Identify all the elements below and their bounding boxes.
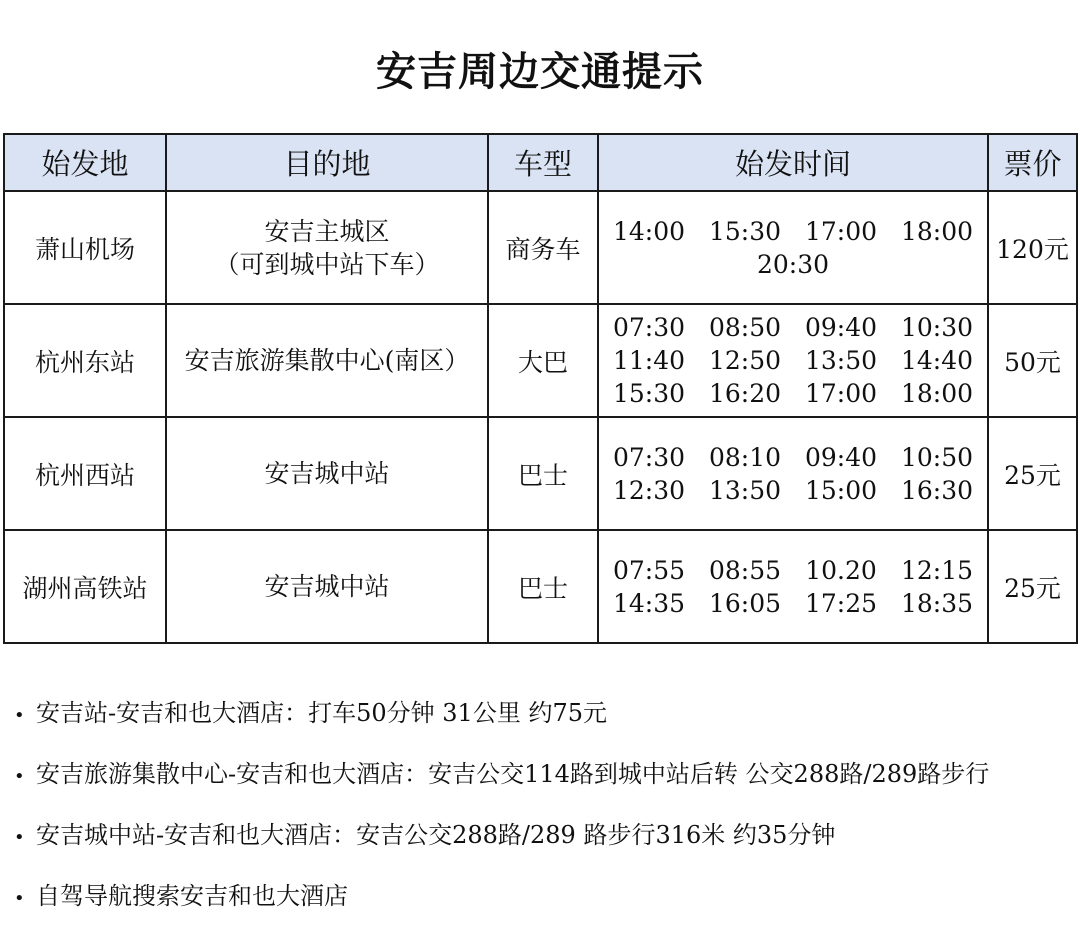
departure-time: 15:00 bbox=[804, 475, 878, 505]
vehicle-type-cell: 巴士 bbox=[488, 417, 598, 530]
departure-time: 10:50 bbox=[900, 442, 974, 472]
note-text: 自驾导航搜索安吉和也大酒店 bbox=[36, 882, 348, 910]
departure-time: 14:35 bbox=[612, 588, 686, 618]
departure-times-cell bbox=[598, 417, 988, 530]
departure-time: 08:10 bbox=[708, 442, 782, 472]
origin-cell: 杭州西站 bbox=[4, 417, 166, 530]
departure-time: 17:25 bbox=[804, 588, 878, 618]
bullet-icon: • bbox=[14, 888, 25, 909]
price-cell: 25元 bbox=[988, 530, 1077, 643]
price-cell: 120元 bbox=[988, 191, 1077, 304]
departure-time: 20:30 bbox=[756, 249, 830, 279]
departure-time: 14:40 bbox=[900, 346, 974, 375]
departure-time: 07:55 bbox=[612, 555, 686, 585]
travel-notes-list bbox=[14, 690, 1080, 934]
departure-time: 07:30 bbox=[612, 313, 686, 342]
header-vehicle-type: 车型 bbox=[488, 134, 598, 191]
departure-times-cell bbox=[598, 530, 988, 643]
table-body bbox=[4, 191, 1077, 643]
table-row bbox=[4, 417, 1077, 530]
price-cell: 25元 bbox=[988, 417, 1077, 530]
header-destination: 目的地 bbox=[166, 134, 488, 191]
transport-schedule-table bbox=[3, 133, 1078, 644]
origin-cell: 湖州高铁站 bbox=[4, 530, 166, 643]
header-origin: 始发地 bbox=[4, 134, 166, 191]
times-line bbox=[599, 248, 987, 281]
departure-time: 15:30 bbox=[708, 216, 782, 246]
header-departure-times: 始发时间 bbox=[598, 134, 988, 191]
vehicle-type-cell: 商务车 bbox=[488, 191, 598, 304]
times-line bbox=[599, 441, 987, 474]
departure-times-cell bbox=[598, 191, 988, 304]
note-text: 安吉站-安吉和也大酒店：打车50分钟 31公里 约75元 bbox=[36, 699, 607, 727]
departure-time: 15:30 bbox=[612, 379, 686, 408]
vehicle-type-cell: 巴士 bbox=[488, 530, 598, 643]
destination-line: 安吉城中站 bbox=[264, 459, 390, 488]
destination-cell bbox=[166, 530, 488, 643]
list-item bbox=[14, 873, 1080, 934]
times-line bbox=[599, 344, 987, 377]
note-text: 安吉城中站-安吉和也大酒店：安吉公交288路/289 路步行316米 约35分钟 bbox=[36, 821, 836, 849]
departure-time: 08:50 bbox=[708, 313, 782, 342]
price-cell: 50元 bbox=[988, 304, 1077, 417]
departure-time: 16:20 bbox=[708, 379, 782, 408]
list-item bbox=[14, 751, 1080, 812]
departure-time: 12:30 bbox=[612, 475, 686, 505]
departure-time: 13:50 bbox=[804, 346, 878, 375]
vehicle-type-cell: 大巴 bbox=[488, 304, 598, 417]
note-text: 安吉旅游集散中心-安吉和也大酒店：安吉公交114路到城中站后转 公交288路/289路步行 bbox=[36, 760, 990, 788]
times-line bbox=[599, 311, 987, 344]
header-price: 票价 bbox=[988, 134, 1077, 191]
departure-time: 10.20 bbox=[805, 555, 877, 585]
destination-line: 安吉旅游集散中心(南区） bbox=[184, 346, 470, 375]
departure-time: 12:15 bbox=[900, 555, 974, 585]
list-item bbox=[14, 812, 1080, 873]
origin-cell: 杭州东站 bbox=[4, 304, 166, 417]
destination-cell bbox=[166, 304, 488, 417]
bullet-icon: • bbox=[14, 705, 25, 726]
departure-time: 17:00 bbox=[804, 216, 878, 246]
times-line bbox=[599, 215, 987, 248]
departure-time: 18:35 bbox=[900, 588, 974, 618]
departure-time: 09:40 bbox=[804, 313, 878, 342]
departure-time: 13:50 bbox=[708, 475, 782, 505]
bullet-icon: • bbox=[14, 827, 25, 848]
times-line bbox=[599, 587, 987, 620]
table-row bbox=[4, 530, 1077, 643]
times-line bbox=[599, 377, 987, 410]
destination-line: （可到城中站下车） bbox=[214, 249, 440, 279]
destination-line: 安吉城中站 bbox=[264, 572, 390, 601]
origin-cell: 萧山机场 bbox=[4, 191, 166, 304]
departure-time: 10:30 bbox=[900, 313, 974, 342]
departure-time: 09:40 bbox=[804, 442, 878, 472]
departure-time: 11:40 bbox=[612, 346, 686, 375]
departure-time: 18:00 bbox=[900, 216, 974, 246]
table-row bbox=[4, 191, 1077, 304]
destination-cell bbox=[166, 191, 488, 304]
departure-time: 16:30 bbox=[900, 475, 974, 505]
times-line bbox=[599, 554, 987, 587]
departure-time: 14:00 bbox=[612, 216, 686, 246]
departure-time: 12:50 bbox=[708, 346, 782, 375]
departure-time: 16:05 bbox=[708, 588, 782, 618]
destination-line: 安吉主城区 bbox=[264, 216, 390, 246]
list-item bbox=[14, 690, 1080, 751]
departure-time: 08:55 bbox=[708, 555, 782, 585]
page-title: 安吉周边交通提示 bbox=[376, 48, 704, 95]
table-row bbox=[4, 304, 1077, 417]
departure-time: 07:30 bbox=[612, 442, 686, 472]
departure-time: 18:00 bbox=[900, 379, 974, 408]
times-line bbox=[599, 474, 987, 507]
departure-time: 17:00 bbox=[804, 379, 878, 408]
table-header-row bbox=[4, 134, 1077, 191]
destination-cell bbox=[166, 417, 488, 530]
bullet-icon: • bbox=[14, 766, 25, 787]
departure-times-cell bbox=[598, 304, 988, 417]
